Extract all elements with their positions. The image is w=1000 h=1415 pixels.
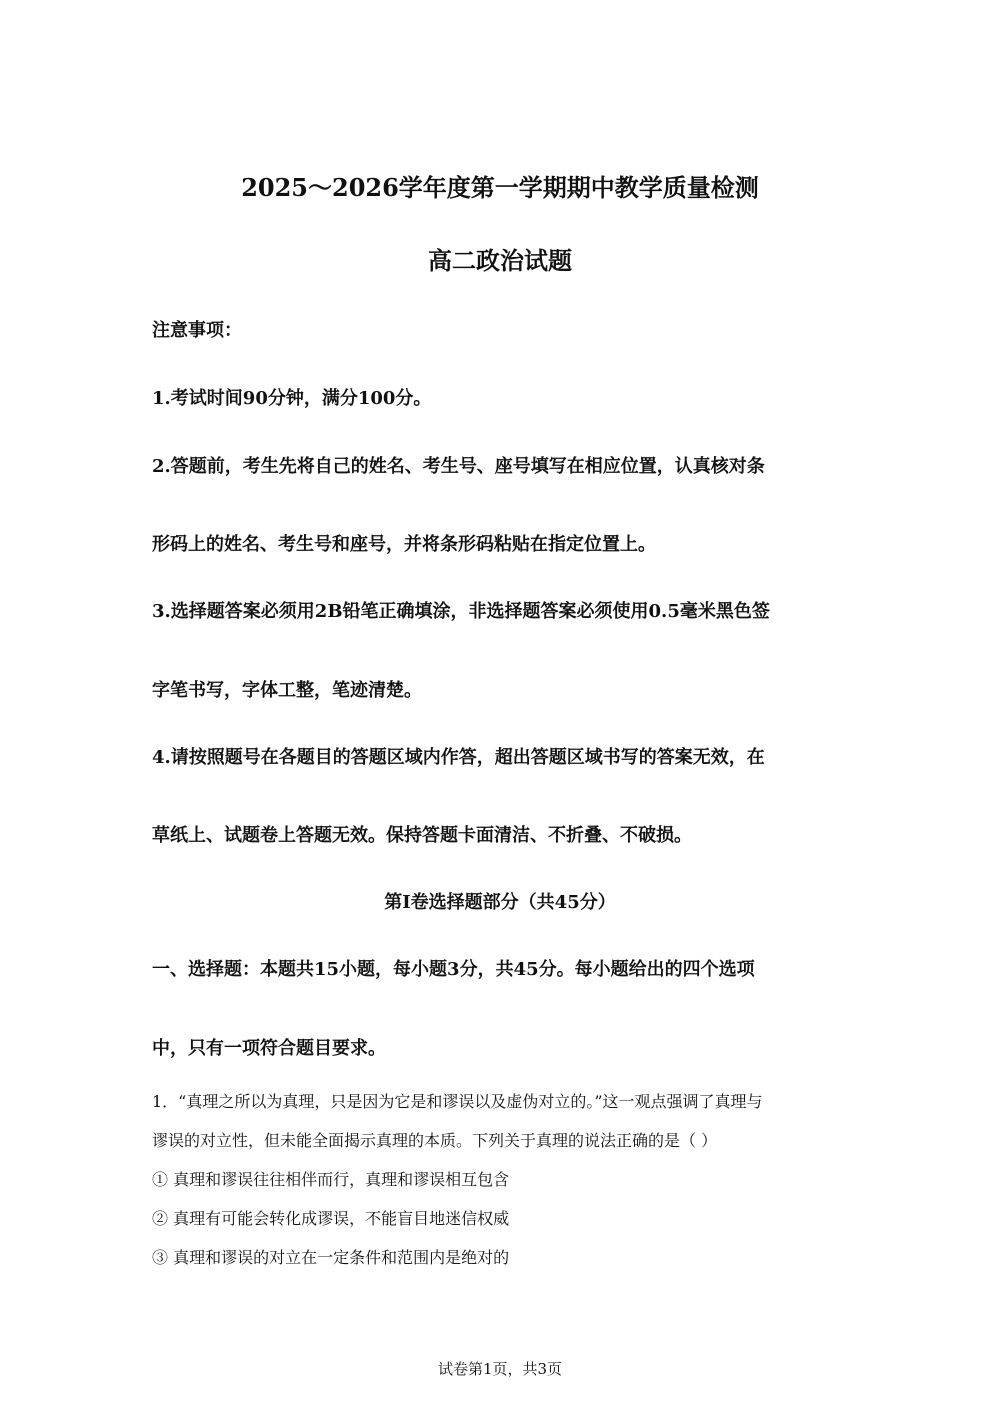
section-instruction: 中，只有一项符合题目要求。 [152,1038,386,1059]
notice-line: 4.请按照题号在各题目的答题区域内作答，超出答题区域书写的答案无效，在 [152,747,765,768]
question-1-option: ① 真理和谬误往往相伴而行，真理和谬误相互包含 [152,1170,510,1189]
section-instruction: 一、选择题：本题共15小题，每小题3分，共45分。每小题给出的四个选项 [152,959,755,980]
page-footer: 试卷第1页，共3页 [437,1360,563,1378]
question-1-stem: 1．“真理之所以为真理，只是因为它是和谬误以及虚伪对立的。”这一观点强调了真理与 [152,1092,763,1111]
notice-line: 草纸上、试题卷上答题无效。保持答题卡面清洁、不折叠、不破损。 [152,825,692,846]
question-1-stem: 谬误的对立性，但未能全面揭示真理的本质。下列关于真理的说法正确的是（ ） [152,1131,718,1150]
exam-subtitle: 高二政治试题 [428,246,572,275]
notice-line: 字笔书写，字体工整，笔迹清楚。 [152,680,422,701]
notice-line: 形码上的姓名、考生号和座号，并将条形码粘贴在指定位置上。 [152,534,656,555]
exam-title: 2025～2026学年度第一学期期中教学质量检测 [241,173,759,202]
section-title: 第Ⅰ卷选择题部分（共45分） [384,892,616,913]
question-1-option: ② 真理有可能会转化成谬误，不能盲目地迷信权威 [152,1209,510,1228]
notice-line: 2.答题前，考生先将自己的姓名、考生号、座号填写在相应位置，认真核对条 [152,456,765,477]
notice-line: 1.考试时间90分钟，满分100分。 [152,388,432,409]
notice-heading: 注意事项： [152,320,242,341]
notice-line: 3.选择题答案必须用2B铅笔正确填涂，非选择题答案必须使用0.5毫米黑色签 [152,601,770,622]
question-1-option: ③ 真理和谬误的对立在一定条件和范围内是绝对的 [152,1248,510,1267]
